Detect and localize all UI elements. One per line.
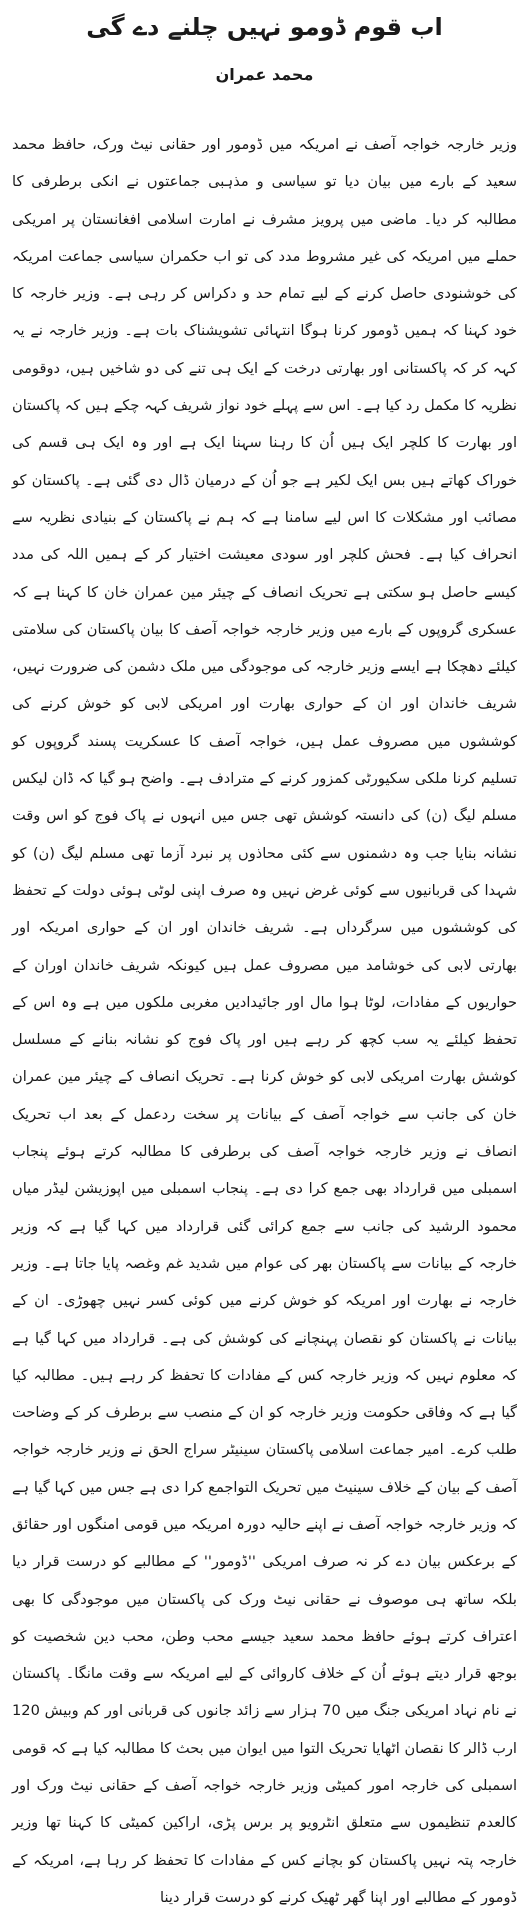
article-author: محمد عمران [215,65,314,84]
article-paragraph: وزیر خارجہ خواجہ آصف نے امریکہ میں ڈومور اور حقانی نیٹ ورک، حافظ محمد سعید کے بارے میں بیان دیا تو سیاسی و مذہبی جماعتوں نے انکی برطرفی کا مطالبہ کر دیا۔ ماضی میں پرویز مشرف نے امارت اسلامی افغانستان پر امریکی حملے میں امریکہ کی غیر مشروط مدد کی تو اب حکمران سیاسی جماعت امریکہ کی خوشنودی حاصل کرنے کے لیے تمام حد و دکراس کر رہی ہے۔ وزیر خارجہ کا خود کہنا کہ ہمیں ڈومور کرنا ہوگا انتہائی تشویشناک بات ہے۔ وزیر خارجہ نے یہ کہہ کر کہ پاکستانی اور بھارتی درخت کے ایک ہی تنے کی دو شاخیں ہیں، دوقومی نظریہ کا مکمل رد کیا ہے۔ اس سے پہلے خود نواز شریف کہہ چکے ہیں کہ پاکستان اور بھارت کا کلچر ایک ہیں اُن کا رہنا سہنا ایک ہے اور وہ ایک ہی قسم کی خوراک کھاتے ہیں بس ایک لکیر ہے جو اُن کے درمیان ڈال دی گئی ہے۔ پاکستان کو مصائب اور مشکلات کا اس لیے سامنا ہے کہ ہم نے پاکستان کے بنیادی نظریہ سے انحراف کیا ہے۔ فحش کلچر اور سودی معیشت اختیار کر کے ہمیں اللہ کی مدد کیسے حاصل ہو سکتی ہے تحریک انصاف کے چیئر مین عمران خان کا کہنا ہے کہ عسکری گروپوں کے بارے میں وزیر خارجہ خواجہ آصف کا بیان پاکستان کی سلامتی کیلئے دھچکا ہے ایسے وزیر خارجہ کی موجودگی میں ملک دشمن کی ضرورت نہیں، شریف خاندان اور ان کے حواری بھارت اور امریکی لابی کو خوش کرنے کی کوششوں میں مصروف عمل ہیں، خواجہ آصف کا عسکریت پسند گروپوں کو تسلیم کرنا ملکی سکیورٹی کمزور کرنے کے مترادف ہے۔ واضح ہو گیا کہ ڈان لیکس مسلم لیگ (ن) کی دانستہ کوشش تھی جس میں انہوں نے پاک فوج کو اس وقت نشانہ بنایا جب وہ دشمنوں سے کئی محاذوں پر نبرد آزما تھی مسلم لیگ (ن) کو شہدا کی قربانیوں سے کوئی غرض نہیں وہ صرف اپنی لوٹی ہوئی دولت کے تحفظ کی کوششوں میں سرگرداں ہے۔ شریف خاندان اور ان کے حواری امریکہ اور بھارتی لابی کی خوشامد میں مصروف عمل ہیں کیونکہ شریف خاندان اوران کے حواریوں کے مفادات، لوٹا ہوا مال اور جائیدادیں مغربی ملکوں میں ہے وہ اس کے تحفظ کیلئے یہ سب کچھ کر رہے ہیں اور پاک فوج کو نشانہ بنانے کے مسلسل کوشش بھارت امریکی لابی کو خوش کرنا ہے۔ تحریک انصاف کے چیئر مین عمران خان کی جانب سے خواجہ آصف کے بیانات پر سخت ردعمل کے بعد اب تحریک انصاف نے وزیر خارجہ خواجہ آصف کی برطرفی کا مطالبہ کرتے ہوئے پنجاب اسمبلی میں قرارداد بھی جمع کرا دی ہے۔ پنجاب اسمبلی میں اپوزیشن لیڈر میاں محمود الرشید کی جانب سے جمع کرائی گئی قرارداد میں کہا گیا ہے کہ وزیر خارجہ کے بیانات سے پاکستان بھر کی عوام میں شدید غم وغصہ پایا جاتا ہے۔ وزیر خارجہ نے بھارت اور امریکہ کو خوش کرنے میں کوئی کسر نہیں چھوڑی۔ ان کے بیانات نے پاکستان کو نقصان پہنچانے کی کوشش کی ہے۔ قرارداد میں کہا گیا ہے کہ معلوم نہیں کہ وزیر خارجہ کس کے مفادات کا تحفظ کر رہے ہیں۔ مطالبہ کیا گیا ہے کہ وفاقی حکومت وزیر خارجہ کو ان کے منصب سے برطرف کر کے وضاحت طلب کرے۔ امیر جماعت اسلامی پاکستان سینیٹر سراج الحق نے وزیر خارجہ خواجہ آصف کے بیان کے خلاف سینیٹ میں تحریک التواجمع کرا دی ہے جس میں کہا گیا ہے کہ وزیر خارجہ خواجہ آصف نے اپنے حالیہ دورہ امریکہ میں قومی امنگوں اور حقائق کے برعکس بیان دے کر نہ صرف امریکی ''ڈومور'' کے مطالبے کو درست قرار دیا بلکہ ساتھ ہی موصوف نے حقانی نیٹ ورک کی پاکستان میں موجودگی کا بھی اعتراف کرتے ہوئے حافظ محمد سعید جیسے محب وطن، محب دین شخصیت کو بوجھ قرار دیتے ہوئے اُن کے خلاف کاروائی کے لیے امریکہ سے وقت مانگا۔ پاکستان نے نام نہاد امریکی جنگ میں 70 ہزار سے زائد جانوں کی قربانی اور کم وبیش 120 ارب ڈالر کا نقصان اٹھایا تحریک التوا میں ایوان میں بحث کا مطالبہ کیا ہے کہ قومی اسمبلی کی خارجہ امور کمیٹی وزیر خارجہ خواجہ آصف کے حقانی نیٹ ورک اور کالعدم تنظیموں سے متعلق انٹرویو پر برس پڑی، اراکین کمیٹی کا کہنا تھا وزیر خارجہ پتہ نہیں پاکستان کو بچانے کس کے مفادات کا تحفظ کر رہا ہے، امریکہ کے ڈومور کے مطالبے اور اپنا گھر ٹھیک کرنے کو درست قرار دینا [12,136,517,1906]
article-title: اب قوم ڈومو نہیں چلنے دے گی [86,13,443,41]
article-body [12,126,517,1906]
